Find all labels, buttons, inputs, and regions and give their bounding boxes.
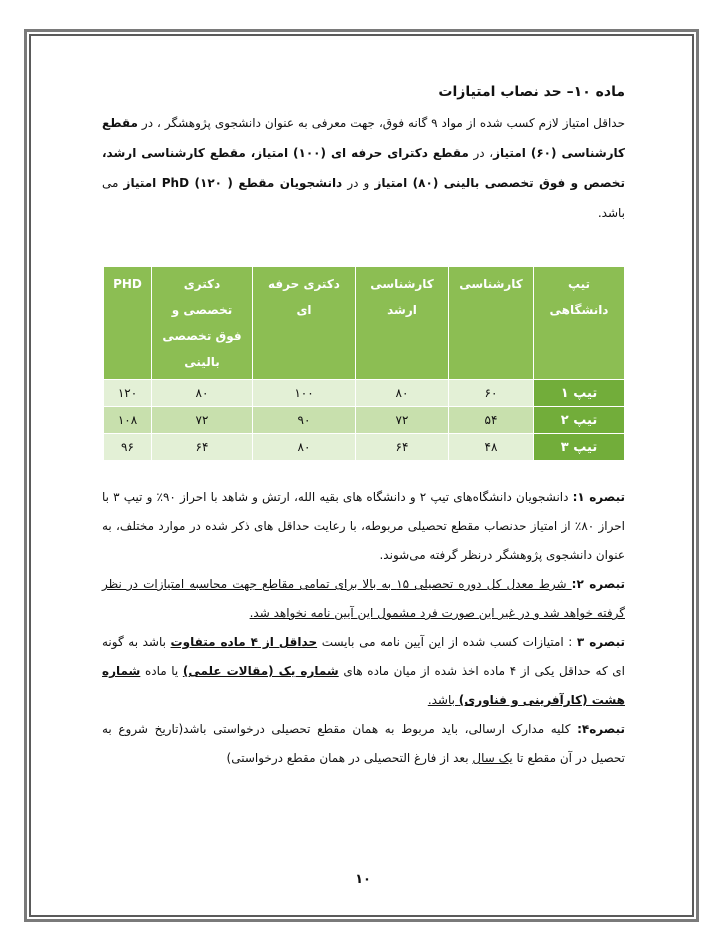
col-header-phd: PHD	[104, 267, 152, 380]
table-cell: ۸۰	[253, 434, 356, 461]
table-row	[104, 380, 625, 407]
table-cell: ۸۰	[356, 380, 449, 407]
row-label: تیپ ۱	[534, 380, 625, 407]
note-4-label: تبصره۴:	[577, 722, 625, 736]
table-cell: ۷۲	[356, 407, 449, 434]
table-cell: ۶۴	[356, 434, 449, 461]
table-cell: ۱۰۰	[253, 380, 356, 407]
article-heading: ماده ۱۰– حد نصاب امتیازات	[438, 84, 625, 100]
note-3-text: یا ماده	[140, 664, 183, 678]
table-cell: ۴۸	[449, 434, 534, 461]
table-cell: ۶۰	[449, 380, 534, 407]
note-3-text: باشد به گونه ای که حداقل یکی از ۴ ماده اخذ شده از میان ماده های	[102, 635, 625, 678]
note-4-underlined: یک سال	[472, 751, 513, 765]
intro-bold-doctorate: مقطع دکترای حرفه ای (۱۰۰) امتیاز، مقطع کارشناسی ارشد، تخصص و فوق تخصصی بالینی (۸۰) امتیاز	[102, 146, 625, 190]
intro-bold-phd: دانشجویان مقطع PhD (۱۲۰ ) امتیاز	[123, 176, 343, 190]
intro-paragraph	[102, 108, 625, 228]
note-3-bold: حداقل از ۴ ماده متفاوت	[170, 635, 318, 649]
note-1-text: دانشجویان دانشگاه‌های تیپ ۲ و دانشگاه های بقیه الله، ارتش و شاهد با احراز ۹۰٪ و تیپ ۳ با احراز ۸۰٪ از امتیاز حدنصاب مقطع تحصیلی مربوطه، با رعایت حداقل های ذکر شده در موارد مختلف، به عنوان دانشجوی پژوهشگر درنظر گرفته می‌شوند.	[102, 490, 625, 562]
table-cell: ۸۰	[152, 380, 253, 407]
table-cell: ۱۰۸	[104, 407, 152, 434]
table-cell: ۹۶	[104, 434, 152, 461]
note-3-text: باشد.	[427, 693, 459, 707]
notes-section	[102, 483, 625, 773]
col-header-specialty: دکتری تخصصی و فوق تخصصی بالینی	[152, 267, 253, 380]
note-4-text: کلیه مدارک ارسالی، باید مربوط به همان مقطع تحصیلی درخواستی باشد(تاریخ شروع به تحصیل در آن مقطع تا	[102, 722, 625, 765]
table-cell: ۱۲۰	[104, 380, 152, 407]
intro-bold-bachelor: مقطع کارشناسی (۶۰) امتیاز	[102, 116, 626, 160]
note-3-bold: شماره هشت (کارآفرینی و فناوری)	[102, 664, 625, 707]
note-3-label: تبصره ۳	[576, 635, 625, 649]
intro-text: می باشد.	[102, 176, 625, 220]
intro-text: و در	[342, 176, 375, 190]
page-number: ۱۰	[355, 872, 371, 887]
note-3-bold: شماره یک (مقالات علمی)	[182, 664, 339, 678]
note-2-text: شرط معدل کل دوره تحصیلی ۱۵ به بالا برای تمامی مقاطع جهت محاسبه امتیازات در نظر گرفته خواهد شد و در غیر این صورت فرد مشمول این آیین نامه نخواهد شد.	[102, 577, 625, 620]
row-label: تیپ ۲	[534, 407, 625, 434]
col-header-professional-doctorate: دکتری حرفه ای	[253, 267, 356, 380]
document-body	[102, 84, 625, 773]
intro-text: حداقل امتیاز لازم کسب شده از مواد ۹ گانه فوق، جهت معرفی به عنوان دانشجوی پژوهشگر ، در	[137, 116, 625, 130]
note-1	[102, 483, 625, 570]
table-cell: ۹۰	[253, 407, 356, 434]
col-header-university-type: تیپ دانشگاهی	[534, 267, 625, 380]
note-3-text: : امتیازات کسب شده از این آیین نامه می بایست	[317, 635, 577, 649]
table-cell: ۵۴	[449, 407, 534, 434]
note-1-label: تبصره ۱:	[572, 490, 625, 504]
note-2	[102, 570, 625, 628]
note-4	[102, 715, 625, 773]
col-header-masters: کارشناسی ارشد	[356, 267, 449, 380]
col-header-bachelor: کارشناسی	[449, 267, 534, 380]
note-3	[102, 628, 625, 715]
intro-text: ، در	[468, 146, 494, 160]
note-2-label: تبصره ۲:	[571, 577, 625, 591]
table-row	[104, 407, 625, 434]
row-label: تیپ ۳	[534, 434, 625, 461]
table-row	[104, 434, 625, 461]
table-cell: ۷۲	[152, 407, 253, 434]
note-4-text: بعد از فارغ التحصیلی در همان مقطع درخواستی)	[226, 751, 473, 765]
table-cell: ۶۴	[152, 434, 253, 461]
score-table	[103, 266, 625, 461]
table-header-row	[104, 267, 625, 380]
